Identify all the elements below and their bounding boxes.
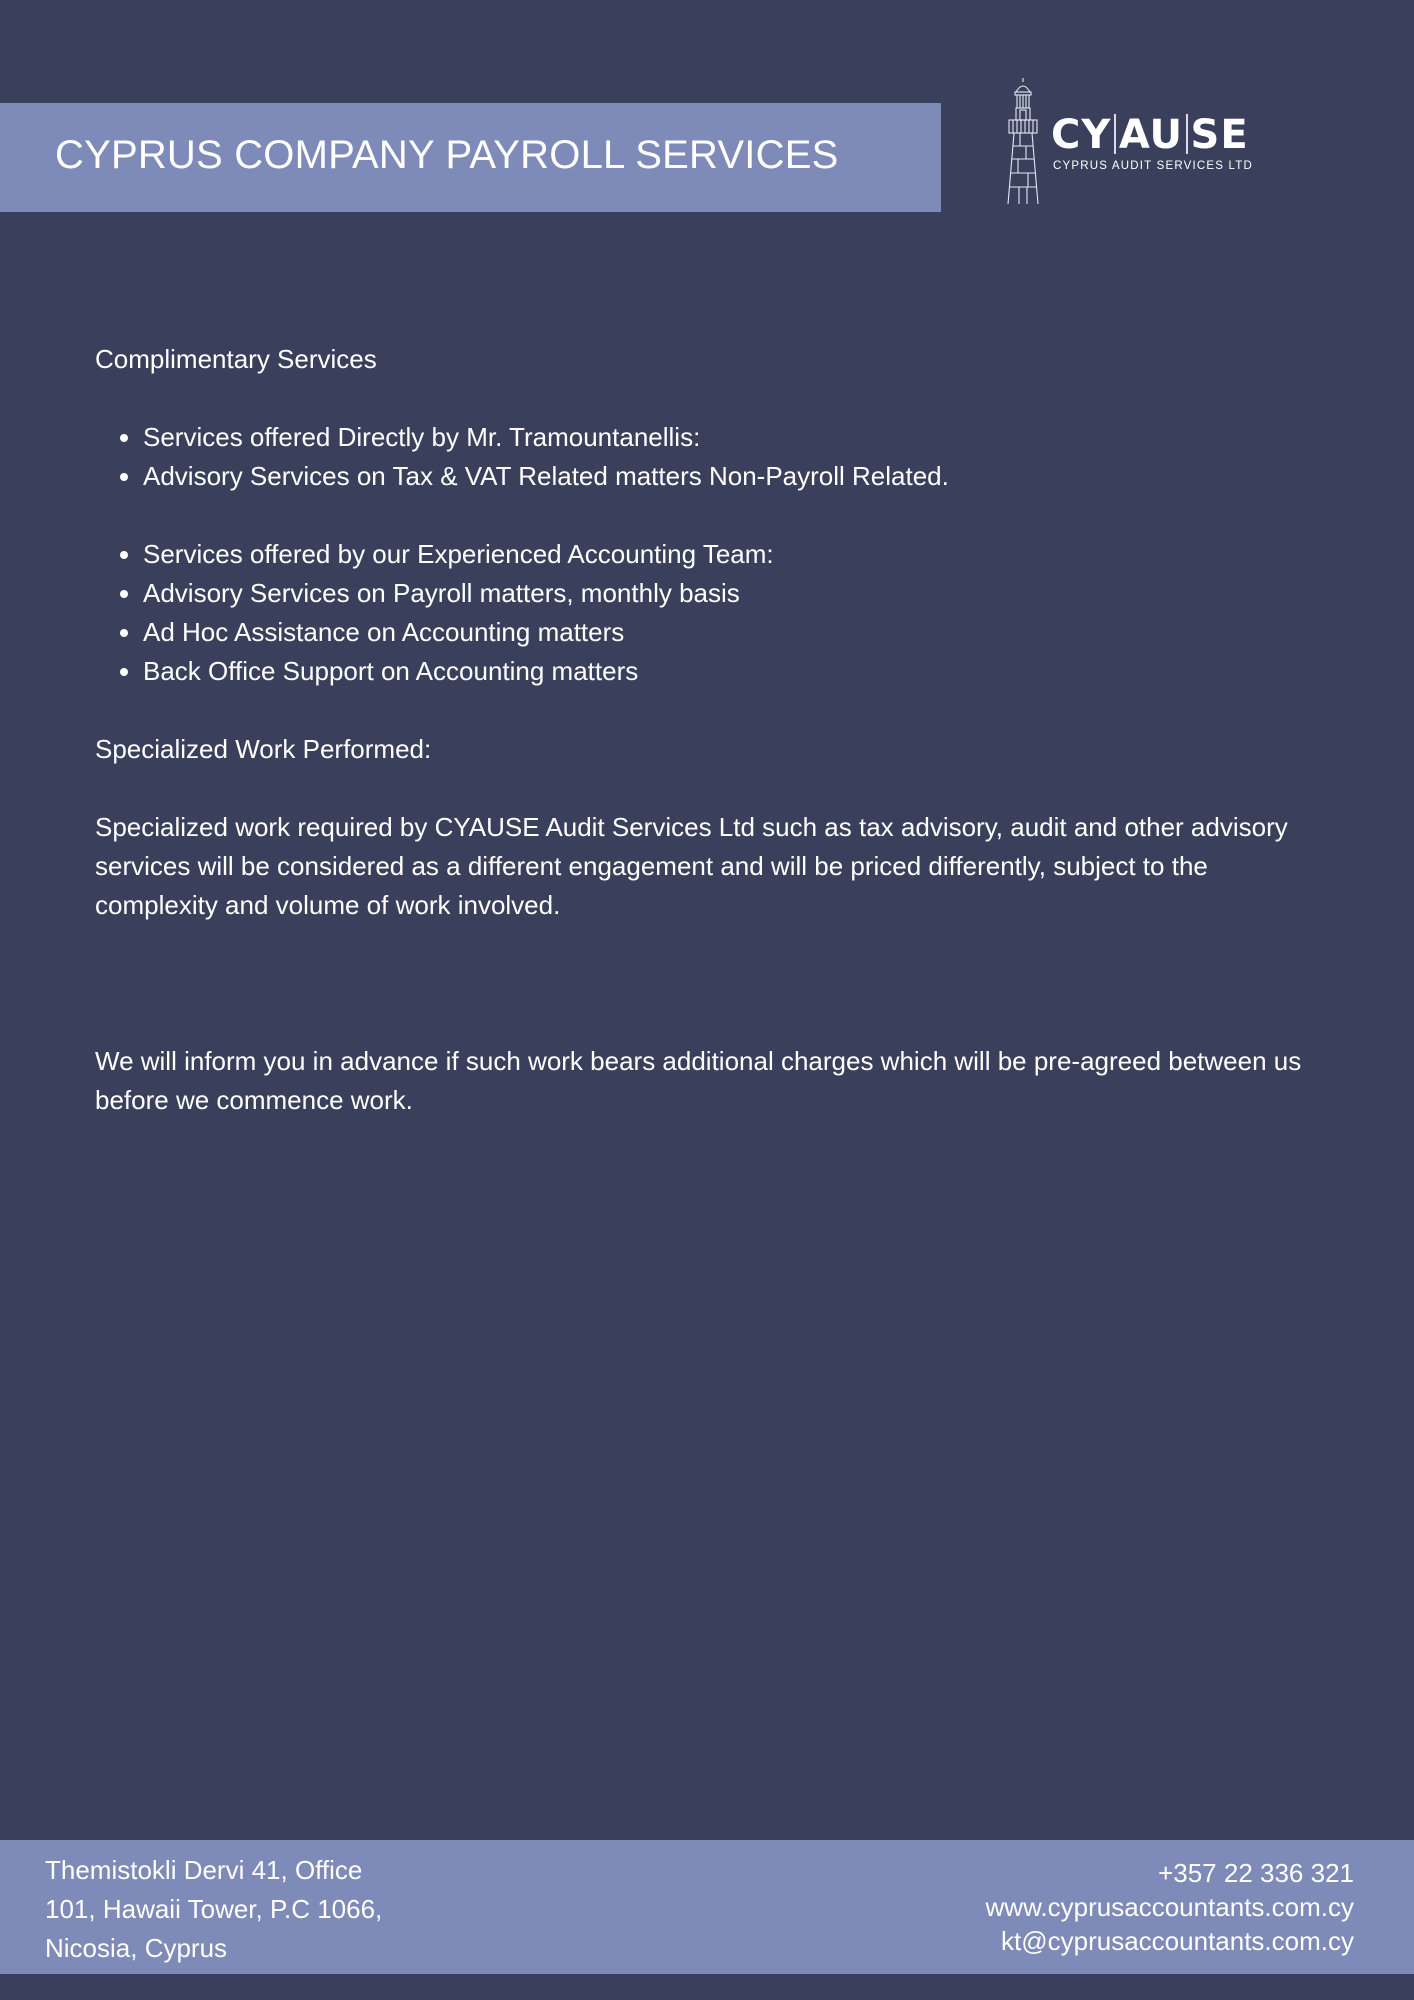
logo-divider: [1186, 114, 1188, 154]
notice-paragraph: We will inform you in advance if such work bears additional charges which will be pre-agreed between us before we commence work.: [95, 1046, 1302, 1115]
address-line: Themistokli Dervi 41, Office: [45, 1855, 363, 1885]
company-logo: [1006, 76, 1266, 206]
footer-contact: [986, 1856, 1354, 1958]
list-item: • Services offered Directly by Mr. Tramountanellis:: [143, 418, 1335, 457]
title-band: [0, 103, 941, 212]
lighthouse-icon: [1006, 76, 1040, 206]
logo-part-au: AU: [1118, 112, 1184, 158]
specialized-paragraph: Specialized work required by CYAUSE Audit Services Ltd such as tax advisory, audit and other advisory services will be considered as a different engagement and will be priced differently, subject to the complexity and volume of work involved.: [95, 812, 1288, 920]
team-services-list: [95, 535, 1335, 691]
logo-subline: CYPRUS AUDIT SERVICES LTD: [1053, 160, 1253, 172]
list-item: • Back Office Support on Accounting matters: [143, 652, 1335, 691]
page-title: CYPRUS COMPANY PAYROLL SERVICES: [55, 133, 839, 177]
list-item: • Services offered by our Experienced Accounting Team:: [143, 535, 1335, 574]
address-line: 101, Hawaii Tower, P.C 1066,: [45, 1894, 383, 1924]
direct-services-list: [95, 418, 1335, 496]
complimentary-heading: Complimentary Services: [95, 344, 377, 374]
list-item: • Advisory Services on Payroll matters, monthly basis: [143, 574, 1335, 613]
address-line: Nicosia, Cyprus: [45, 1933, 228, 1963]
footer-website-link[interactable]: www.cyprusaccountants.com.cy: [985, 1892, 1354, 1922]
footer: [0, 1840, 1414, 1974]
logo-wordmark: [1051, 112, 1249, 158]
list-item: • Ad Hoc Assistance on Accounting matters: [143, 613, 1335, 652]
logo-part-cy: CY: [1051, 112, 1112, 158]
footer-phone[interactable]: +357 22 336 321: [1158, 1858, 1354, 1888]
list-item: • Advisory Services on Tax & VAT Related matters Non-Payroll Related.: [143, 457, 1335, 496]
main-content: [95, 340, 1335, 1120]
logo-part-se: SE: [1190, 112, 1249, 158]
spacer: [95, 925, 1335, 1042]
logo-divider: [1114, 114, 1116, 154]
footer-address: [45, 1851, 465, 1968]
specialized-heading: Specialized Work Performed:: [95, 734, 432, 764]
footer-email-link[interactable]: kt@cyprusaccountants.com.cy: [1001, 1926, 1354, 1956]
